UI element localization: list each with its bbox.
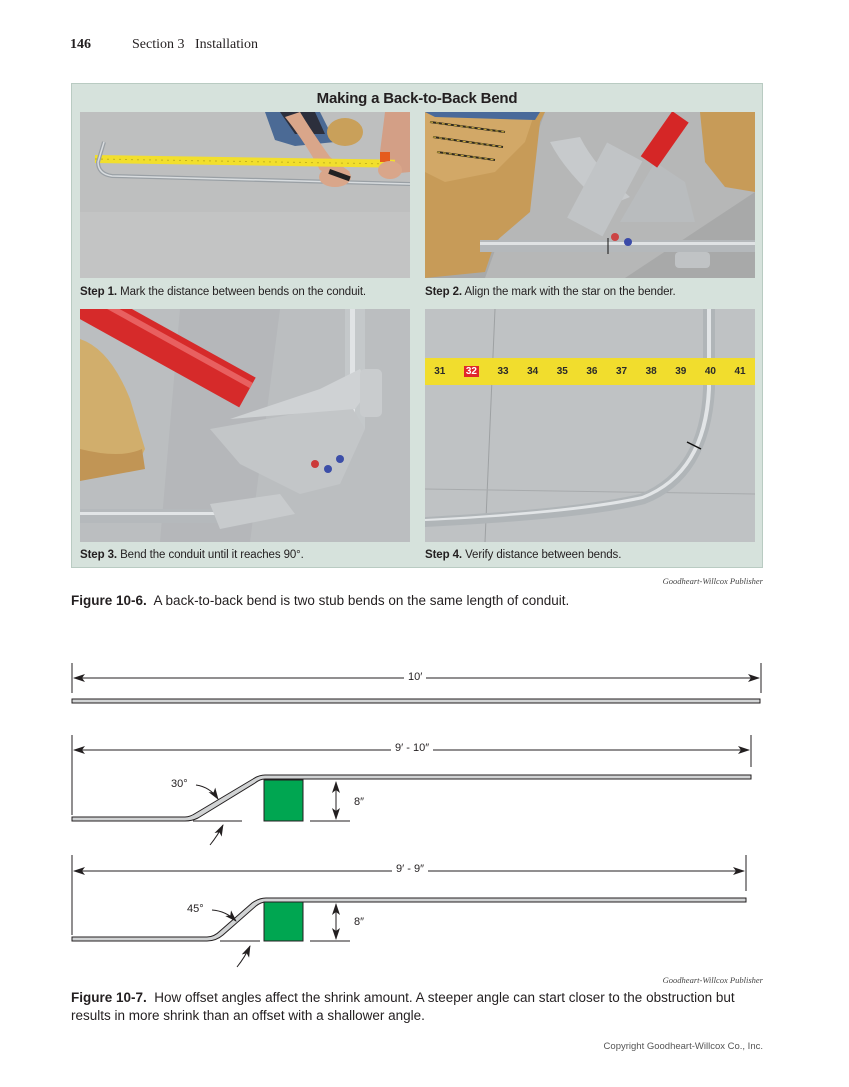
step-1-photo	[80, 112, 410, 278]
tape-measure-numbers: 31 32 33 34 35 36 37 38 39 40 41	[434, 366, 746, 377]
length-label-9ft-10in: 9′ - 10″	[391, 742, 433, 754]
figure-10-7-credit: Goodheart-Willcox Publisher	[662, 975, 763, 985]
length-label-9ft-9in: 9′ - 9″	[392, 863, 428, 875]
angle-label-45: 45°	[187, 903, 204, 915]
page-header	[70, 37, 258, 53]
step-2-caption: Step 2. Align the mark with the star on the bender.	[425, 286, 676, 298]
section-title: Section 3 Installation	[132, 37, 258, 52]
angle-label-30: 30°	[171, 778, 188, 790]
page-number: 146	[70, 37, 91, 52]
height-label-8in-b: 8″	[354, 916, 365, 928]
copyright-footer: Copyright Goodheart-Willcox Co., Inc.	[603, 1041, 763, 1052]
step-2-photo	[425, 112, 755, 278]
step-3-photo	[80, 309, 410, 542]
height-label-8in-a: 8″	[354, 796, 365, 808]
figure-10-7-caption: Figure 10-7. How offset angles affect the shrink amount. A steeper angle can start closer to the obstruction but results in more shrink than an offset with a shallower angle.	[71, 990, 739, 1023]
step-3-caption: Step 3. Bend the conduit until it reaches 90°.	[80, 549, 304, 561]
figure-10-6-credit: Goodheart-Willcox Publisher	[662, 576, 763, 586]
figure-10-6-panel	[71, 83, 763, 568]
step-1-caption: Step 1. Mark the distance between bends on the conduit.	[80, 286, 367, 298]
figure-10-7-diagram	[60, 655, 780, 975]
length-label-10ft: 10′	[404, 671, 426, 683]
step-4-caption: Step 4. Verify distance between bends.	[425, 549, 622, 561]
figure-title: Making a Back-to-Back Bend	[316, 90, 518, 107]
step-4-photo	[425, 309, 755, 542]
figure-10-6-caption: Figure 10-6. A back-to-back bend is two stub bends on the same length of conduit.	[71, 593, 570, 608]
